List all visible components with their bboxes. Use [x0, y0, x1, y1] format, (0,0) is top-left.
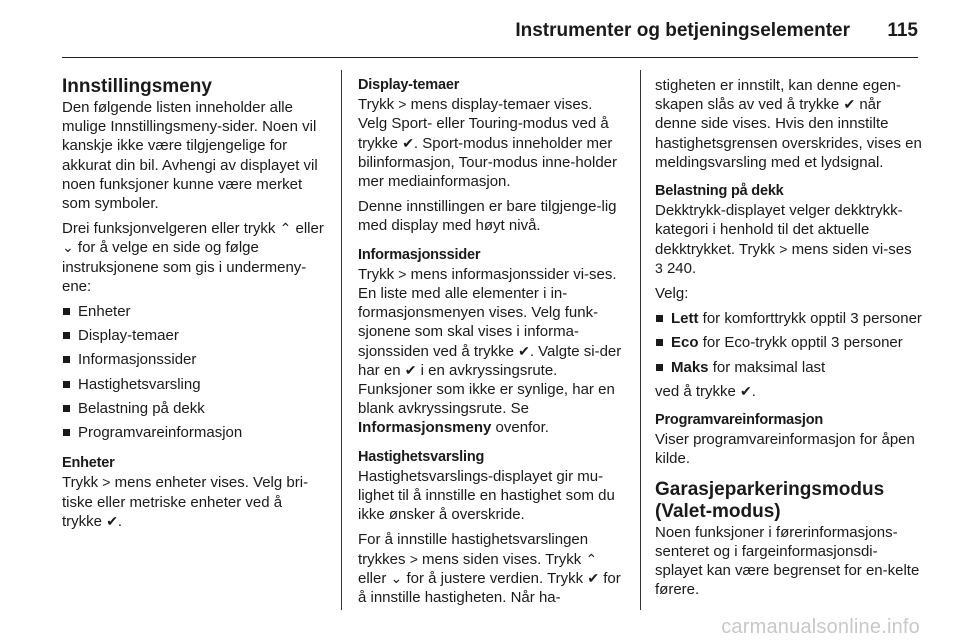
column-2 — [358, 76, 624, 613]
chevron-up-icon: ⌃ — [279, 220, 292, 237]
list-item: Hastighetsvarsling — [62, 375, 326, 394]
paragraph: Viser programvareinformasjon for åpen kilde. — [655, 431, 915, 468]
bullet-square-icon — [63, 429, 70, 436]
list-item: Programvareinformasjon — [62, 423, 326, 442]
column-divider-2 — [640, 70, 641, 610]
page-reference-icon: 3 — [655, 259, 663, 276]
page-header — [0, 0, 960, 62]
subheading-programvareinformasjon: Programvareinformasjon — [655, 412, 824, 429]
column-1 — [62, 76, 326, 537]
chevron-down-icon: ⌄ — [62, 239, 74, 256]
bullet-square-icon — [63, 332, 70, 339]
paragraph: For å innstille hastighetsvarslingen trykkes > mens siden vises. Trykk ⌃ eller ⌄ for å justere verdien. Trykk ✔ for å innstille hastigheten. Når ha- — [358, 531, 621, 607]
paragraph: Hastighetsvarslings-displayet gir mu-lighet til å innstille en hastighet som du ikke ønsker å overskride. — [358, 467, 615, 524]
paragraph: ved å trykke ✔. — [655, 382, 756, 400]
check-icon: ✔ — [587, 569, 600, 586]
subheading-hastighetsvarsling: Hastighetsvarsling — [358, 448, 485, 465]
list-item: Informasjonssider — [62, 350, 326, 369]
header-rule — [62, 57, 918, 58]
paragraph: Velg: — [655, 285, 689, 303]
check-icon: ✔ — [843, 96, 856, 113]
paragraph: Drei funksjonvelgeren eller trykk ⌃ eller ⌄ for å velge en side og følge instruksjonene som gis i undermeny-ene: — [62, 220, 324, 295]
paragraph: Noen funksjoner i førerinformasjons-senteret og i fargeinformasjonsdi-splayet kan være begrenset for en-kelte førere. — [655, 523, 920, 599]
column-divider-1 — [341, 70, 342, 610]
section-heading-innstillingsmeny: Innstillingsmeny — [62, 76, 212, 97]
check-icon: ✔ — [740, 382, 752, 399]
check-icon: ✔ — [402, 134, 414, 151]
cross-reference: Informasjonsmeny — [358, 419, 492, 437]
bullet-square-icon — [63, 356, 70, 363]
paragraph: Trykk > mens enheter vises. Velg bri-tiske eller metriske enheter ved å trykke ✔. — [62, 474, 309, 530]
chevron-right-icon: > — [779, 240, 788, 257]
chevron-right-icon: > — [409, 550, 418, 567]
chevron-right-icon: > — [102, 474, 111, 491]
chevron-up-icon: ⌃ — [585, 550, 598, 567]
subheading-informasjonssider: Informasjonssider — [358, 246, 481, 263]
list-item: Enheter — [62, 302, 326, 321]
watermark: carmanualsonline.info — [721, 616, 920, 638]
chevron-right-icon: > — [398, 265, 407, 282]
paragraph: Den følgende listen inneholder alle mulige Innstillingsmeny-sider. Noen vil kanskje ikke være tilgjengelige for akkurat din bil. Avhengi av displayet vil noen funksjoner kunne være merket som symboler. — [62, 99, 318, 213]
paragraph: Trykk > mens display-temaer vises. Velg Sport- eller Touring-modus ved å trykke ✔. Sport-modus inneholder mer bilinformasjon, Tour-modus inne-holder mer mediainformasjon. — [358, 96, 618, 191]
bullet-square-icon — [656, 315, 663, 322]
check-icon: ✔ — [518, 342, 530, 359]
paragraph: Trykk > mens informasjonssider vi-ses. En liste med alle elementer i in-formasjonsmenyen vises. Velg funk-sjonene som skal vises i informa-sjonssiden ved å trykke ✔. Valgte si-der har en ✔ i en avkryssingsrute. Funksjoner som ikke er synlige, har en blank avkryssingsrute. Se Informasjonsmeny ovenfor. — [358, 265, 622, 437]
check-icon: ✔ — [404, 361, 417, 378]
running-head-title: Instrumenter og betjeningselementer — [515, 20, 850, 41]
paragraph: stigheten er innstilt, kan denne egen-skapen slås av ved å trykke ✔ når denne side vises. Hvis den innstilte hastighetsgrensen overskrides, vises en meldingsvarsling med et lydsignal. — [655, 77, 922, 171]
section-heading-garasjeparkering: Garasjeparkeringsmodus (Valet-modus) — [655, 478, 885, 522]
bullet-square-icon — [656, 364, 663, 371]
page-number: 115 — [887, 20, 918, 41]
subheading-belastning: Belastning på dekk — [655, 183, 784, 200]
chevron-right-icon: > — [398, 96, 407, 113]
list-item: Display-temaer — [62, 326, 326, 345]
bullet-square-icon — [63, 308, 70, 315]
paragraph: Denne innstillingen er bare tilgjenge-lig med display med høyt nivå. — [358, 198, 617, 235]
list-item: Eco for Eco-trykk opptil 3 personer — [655, 333, 923, 352]
column-3 — [655, 76, 923, 605]
bullet-square-icon — [63, 405, 70, 412]
bullet-square-icon — [656, 339, 663, 346]
subheading-enheter: Enheter — [62, 455, 115, 472]
list-item: Lett for komforttrykk opptil 3 personer — [655, 309, 923, 328]
subheading-display-temaer: Display-temaer — [358, 77, 460, 93]
bullet-square-icon — [63, 381, 70, 388]
check-icon: ✔ — [106, 512, 118, 529]
paragraph: Dekktrykk-displayet velger dekktrykk-kategori i henhold til det aktuelle dekktrykket. Trykk > mens siden vi-ses 3 240. — [655, 202, 912, 277]
list-item: Maks for maksimal last — [655, 358, 923, 377]
list-item: Belastning på dekk — [62, 399, 326, 418]
chevron-down-icon: ⌄ — [390, 569, 403, 586]
